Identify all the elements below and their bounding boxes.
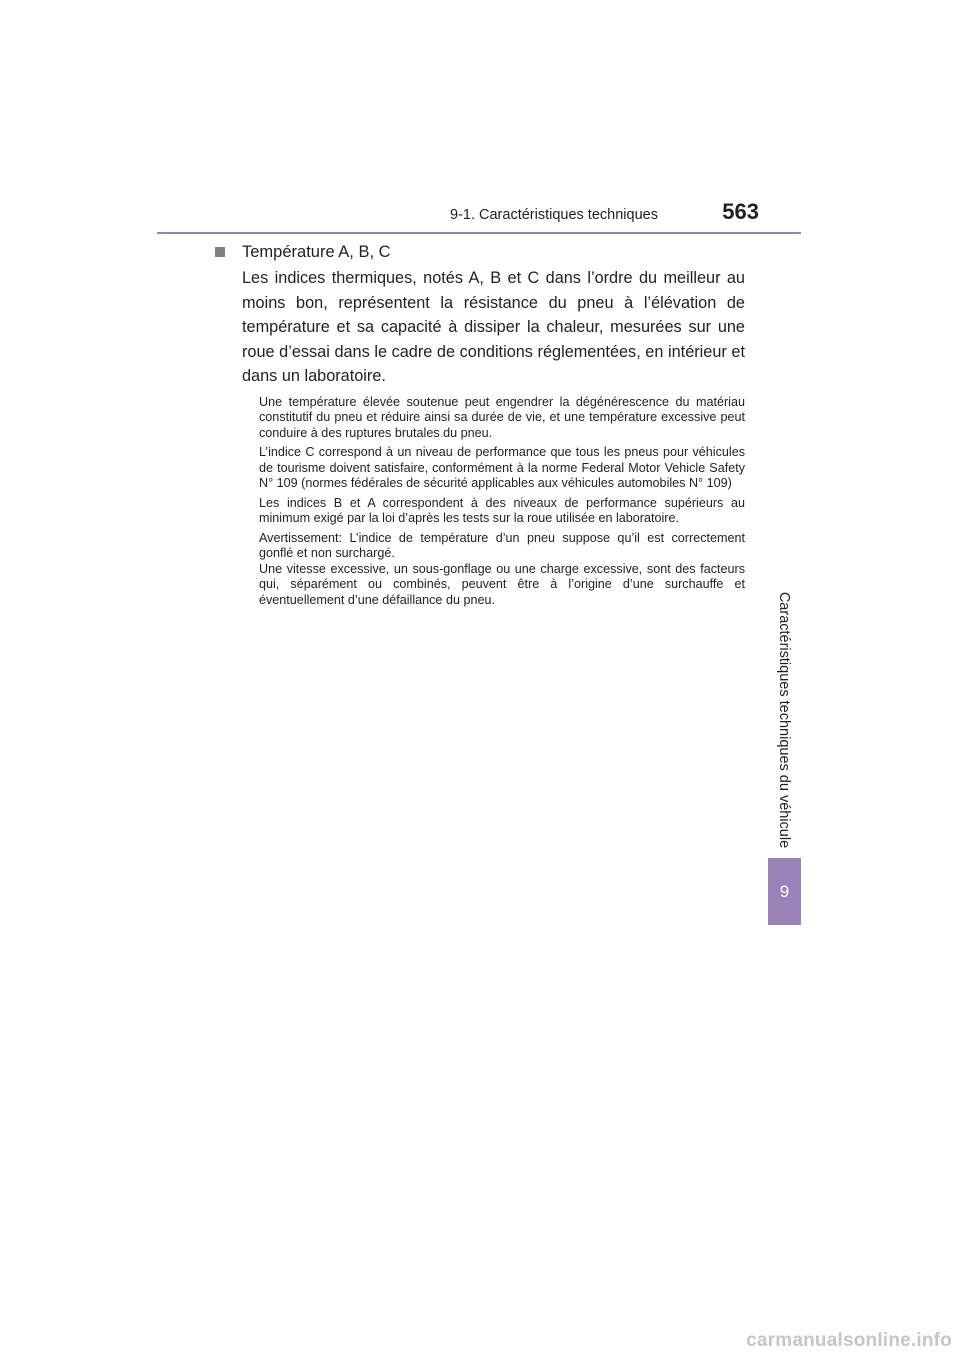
square-bullet-icon: [215, 247, 225, 257]
main-content: [215, 240, 745, 608]
note-paragraph: Les indices B et A correspondent à des niveaux de performance supérieurs au minimum exigé par la loi d’après les tests sur la roue utilisée en laboratoire.: [259, 495, 745, 525]
header-section-title: 9-1. Caractéristiques techniques: [450, 207, 658, 223]
header-divider: [157, 232, 801, 234]
section-heading: [215, 240, 745, 264]
chapter-number: 9: [779, 881, 790, 901]
chapter-tab[interactable]: [768, 858, 801, 925]
note-paragraph: Avertissement: L’indice de température d’un pneu suppose qu’il est correctement gonflé et non surchargé.: [259, 530, 745, 560]
side-tab-label-text: Caractéristiques techniques du véhicule: [776, 591, 793, 849]
note-paragraph: L’indice C correspond à un niveau de performance que tous les pneus pour véhicules de tourisme doivent satisfaire, conformément à la norme Federal Motor Vehicle Safety N° 109 (normes fédérales de sécurité applicables aux véhicules automobiles N° 109): [259, 445, 745, 490]
section-paragraph: Les indices thermiques, notés A, B et C dans l’ordre du meilleur au moins bon, représentent la résistance du pneu à l’élévation de température et sa capacité à dissiper la chaleur, mesurées sur une roue d’essai dans le cadre de conditions réglementées, en intérieur et dans un laboratoire.: [242, 269, 745, 385]
page-number: 563: [722, 199, 759, 224]
note-paragraph: Une température élevée soutenue peut engendrer la dégénérescence du matériau constitutif du pneu et réduire ainsi sa durée de vie, et une température excessive peut conduire à des ruptures brutales du pneu.: [259, 394, 745, 440]
watermark-text: carmanualsonline.info: [746, 1330, 952, 1351]
side-tab-label: [768, 580, 800, 860]
section-title-text: Température A, B, C: [242, 243, 391, 261]
note-paragraph: Une vitesse excessive, un sous-gonflage ou une charge excessive, sont des facteurs qui, séparément ou combinés, peuvent être à l’origine d’une surchauffe et éventuellement d’une défaillance du pneu.: [259, 561, 745, 607]
